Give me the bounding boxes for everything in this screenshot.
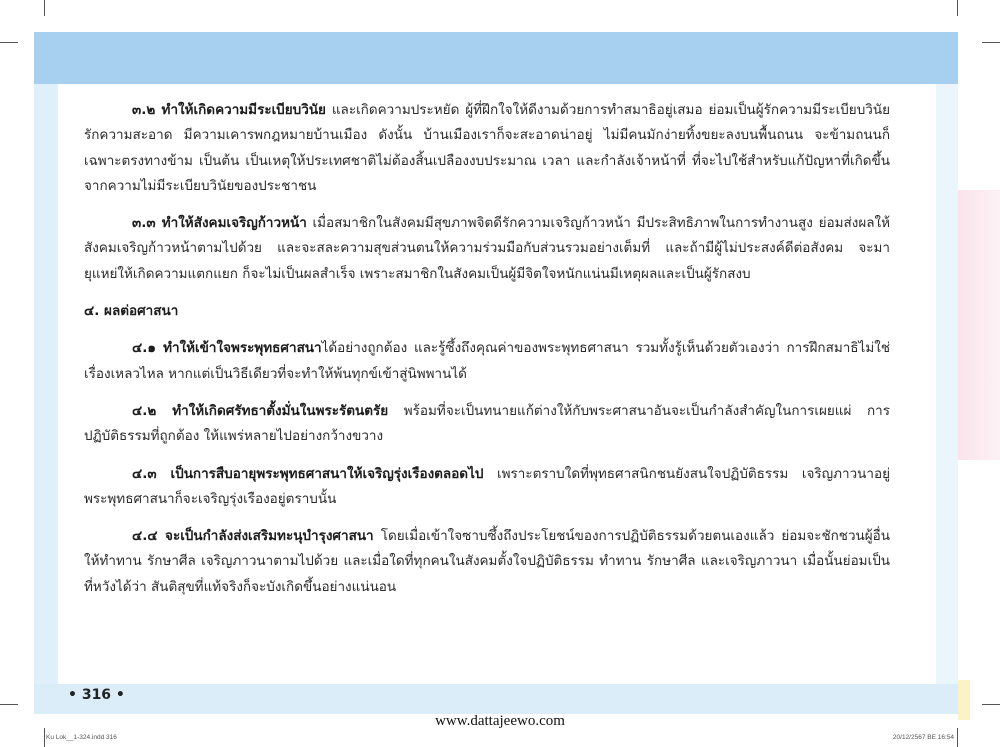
crop-mark [44,0,45,16]
paragraph-3-3 [84,211,890,287]
paragraph-heading: ๔.๓ เป็นการสืบอายุพระพุทธศาสนาให้เจริญรุ่งเรืองตลอดไป [132,465,484,482]
paragraph-text: พร้อมที่จะเป็นทนายแก้ต่างให้กับพระศาสนาอันจะเป็นกำลังสำคัญในการเผยแผ่ การปฏิบัติธรรมที่ถูกต้อง ให้แพร่หลายไปอย่างกว้างขวาง [84,402,890,445]
print-slug-file: Ku Lok__1-324.indd 316 [46,734,117,741]
chapter-tab [958,190,1000,460]
crop-mark [0,704,18,705]
crop-mark [982,704,1000,705]
paragraph-heading: ๓.๒ ทำให้เกิดความมีระเบียบวินัย [132,102,326,118]
paragraph-heading: ๔.๒ ทำให้เกิดศรัทธาตั้งมั่นในพระรัตนตรัย [132,402,389,419]
paragraph-text: โดยเมื่อเข้าใจซาบซึ้งถึงประโยชน์ของการปฏิบัติธรรมด้วยตนเองแล้ว ย่อมจะชักชวนผู้อื่นให้ทำทาน รักษาศีล เจริญภาวนาตามไปด้วย และเมื่อใดที่ทุกคนในสังคมตั้งใจปฏิบัติธรรม ทำทาน รักษาศีล และเจริญภาวนา เมื่อนั้นย่อมเป็นที่หวังได้ว่า สันติสุขที่แท้จริงก็จะบังเกิดขึ้นอย่างแน่นอน [84,528,890,595]
page-number: • 316 • [68,687,125,703]
paragraph-4-1 [84,336,890,387]
paragraph-4-2 [84,399,890,450]
section-heading: ๔. ผลต่อศาสนา [84,303,179,320]
paragraph-3-2 [84,98,890,199]
page-footer-band [34,684,958,714]
print-slug-date: 20/12/2567 BE 16:54 [892,734,954,741]
paragraph-heading: ๔.๑ ทำให้เข้าใจพระพุทธศาสนา [132,340,322,357]
paragraph-heading: ๔.๔ จะเป็นกำลังส่งเสริมทะนุบำรุงศาสนา [132,528,374,545]
paragraph-text: และเกิดความประหยัด ผู้ที่ฝึกใจให้ดีงามด้วยการทำสมาธิอยู่เสมอ ย่อมเป็นผู้รักความมีระเบียบวินัย รักความสะอาด มีความเคารพกฎหมายบ้านเมือง ดังนั้น บ้านเมืองเราก็จะสะอาดน่าอยู่ ไม่มีคนมักง่ายทิ้งขยะลงบนพื้นถนน จะข้ามถนนก็เฉพาะตรงทางข้าม เป็นต้น เป็นเหตุให้ประเทศชาติไม่ต้องสิ้นเปลืองงบประมาณ เวลา และกำลังเจ้าหน้าที่ ที่จะไปใช้สำหรับแก้ปัญหาที่เกิดขึ้นจากความไม่มีระเบียบวินัยของประชาชน [84,102,890,194]
page-header-band [34,32,958,84]
page-right-margin-strip [936,84,958,684]
crop-mark [982,42,1000,43]
paragraph-heading: ๓.๓ ทำให้สังคมเจริญก้าวหน้า [132,215,307,232]
footer-url[interactable]: www.dattajeewo.com [435,713,565,729]
crop-mark [44,728,45,747]
paragraph-text: ได้อย่างถูกต้อง และรู้ซึ้งถึงคุณค่าของพระพุทธศาสนา รวมทั้งรู้เห็นด้วยตัวเองว่า การฝึกสมาธิไม่ใช่เรื่องเหลวไหล หากแต่เป็นวิธีเดียวที่จะทำให้พ้นทุกข์เข้าสู่นิพพานได้ [84,340,890,382]
page-left-margin-strip [34,84,58,684]
paragraph-4-4 [84,524,890,600]
paragraph-text: เพราะตราบใดที่พุทธศาสนิกชนยังสนใจปฏิบัติธรรม เจริญภาวนาอยู่ พระพุทธศาสนาก็จะเจริญรุ่งเรืองอยู่ตราบนั้น [84,465,890,507]
paragraph-text: เมื่อสมาชิกในสังคมมีสุขภาพจิตดีรักความเจริญก้าวหน้า มีประสิทธิภาพในการทำงานสูง ย่อมส่งผลให้สังคมเจริญก้าวหน้าตามไปด้วย และจะสละความสุขส่วนตนให้ความร่วมมือกับส่วนรวมอย่างเต็มที่ และถ้ามีผู้ไม่ประสงค์ดีต่อสังคม จะมายุแหย่ให้เกิดความแตกแยก ก็จะไม่เป็นผลสำเร็จ เพราะสมาชิกในสังคมเป็นผู้มีจิตใจหนักแน่นมีเหตุผลและเป็นผู้รักสงบ [84,215,890,282]
crop-mark [0,42,18,43]
page-body [84,98,890,612]
crop-mark [957,0,958,16]
paragraph-4-3 [84,462,890,513]
crop-mark [957,728,958,747]
